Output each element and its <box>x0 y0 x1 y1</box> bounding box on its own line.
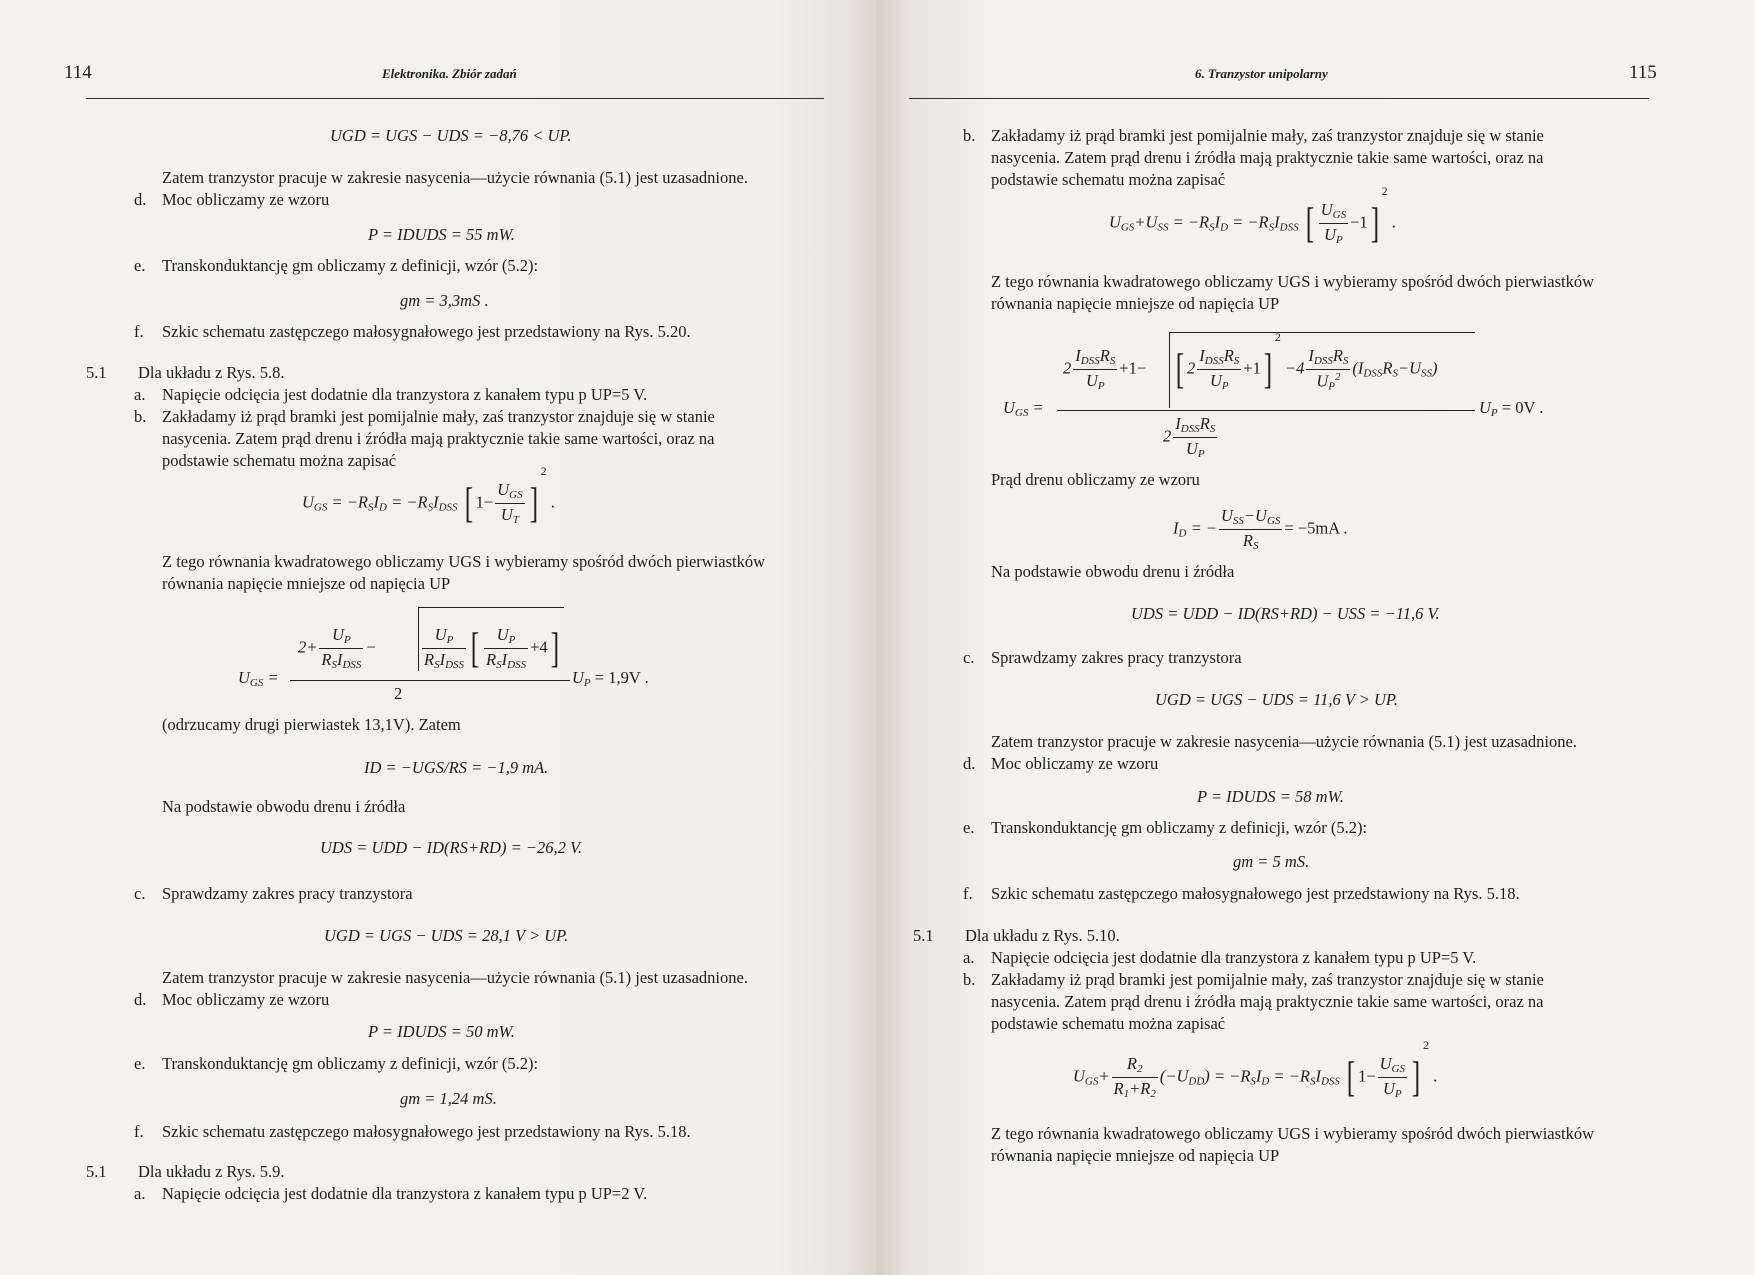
item-label: f. <box>134 322 144 341</box>
page-number: 115 <box>1629 62 1657 83</box>
header-rule <box>909 98 1649 99</box>
equation-gm: gm = 1,24 mS. <box>400 1089 497 1108</box>
equation-gm: gm = 3,3mS . <box>400 291 489 310</box>
equation-uds: UDS = UDD − ID(RS+RD) = −26,2 V. <box>320 838 583 857</box>
equation-uds: UDS = UDD − ID(RS+RD) − USS = −11,6 V. <box>1131 604 1440 623</box>
item-label: e. <box>963 818 975 837</box>
text-line: Prąd drenu obliczamy ze wzoru <box>991 470 1200 489</box>
equation-gm: gm = 5 mS. <box>1233 852 1310 871</box>
text-line: Szkic schematu zastępczego małosygnałowego jest przedstawiony na Rys. 5.18. <box>162 1122 691 1141</box>
item-label: e. <box>134 1054 146 1073</box>
text-line: Szkic schematu zastępczego małosygnałowego jest przedstawiony na Rys. 5.20. <box>162 322 691 341</box>
header-rule <box>86 98 824 99</box>
text-line: podstawie schematu można zapisać <box>991 170 1226 189</box>
text-line: Szkic schematu zastępczego małosygnałowego jest przedstawiony na Rys. 5.18. <box>991 884 1520 903</box>
equation-power: P = IDUDS = 55 mW. <box>368 225 515 244</box>
page-number: 114 <box>64 62 92 83</box>
problem-number: 5.1 <box>86 363 107 382</box>
text-line: Transkonduktancję gm obliczamy z definicji, wzór (5.2): <box>991 818 1368 837</box>
equation-ugd: UGD = UGS − UDS = −8,76 < UP. <box>330 126 572 145</box>
text-line: Napięcie odcięcia jest dodatnie dla tranzystora z kanałem typu p UP=5 V. <box>991 948 1477 967</box>
text-line: Na podstawie obwodu drenu i źródła <box>991 562 1235 581</box>
text-line: Dla układu z Rys. 5.10. <box>965 926 1120 945</box>
text-line: Transkonduktancję gm obliczamy z definicji, wzór (5.2): <box>162 256 539 275</box>
item-label: f. <box>134 1122 144 1141</box>
text-line: Dla układu z Rys. 5.9. <box>138 1162 285 1181</box>
text-line: nasycenia. Zatem prąd drenu i źródła mają praktycznie takie same wartości, oraz na <box>162 429 715 448</box>
problem-number: 5.1 <box>86 1162 107 1181</box>
text-line: podstawie schematu można zapisać <box>991 1014 1226 1033</box>
text-line: podstawie schematu można zapisać <box>162 451 397 470</box>
text-line: Zakładamy iż prąd bramki jest pomijalnie mały, zaś tranzystor znajduje się w stanie <box>991 126 1544 145</box>
text-line: Z tego równania kwadratowego obliczamy UGS i wybieramy spośród dwóch pierwiastków <box>162 552 766 571</box>
equation-power: P = IDUDS = 58 mW. <box>1197 787 1344 806</box>
id-result: = −5mA . <box>1284 518 1348 538</box>
text-line: równania napięcie mniejsze od napięcia UP <box>991 1146 1280 1165</box>
text-line: Zakładamy iż prąd bramki jest pomijalnie mały, zaś tranzystor znajduje się w stanie <box>991 970 1544 989</box>
right-page: 6. Tranzystor unipolarny 115 b. Zakładamy iż prąd bramki jest pomijalnie mały, zaś tranzystor znajduje się w stanie nasycenia. Zatem prąd drenu i źródła mają praktycznie takie same wartości, oraz na podstawie schematu można zapisać $U_{GS}+U_{SS} = -R_SI_D = -R_SI_{DSS}$ [ $U_{GS}$ $U_P$ −1]2 . Z tego równania kwadratowego obliczamy UGS i wybieramy spośród dwóch pierwiastków równania napięcie mniejsze od napięcia UP 2 $I_{DSS}R_S$ $U_P$ +1− [ 2 $I_{DSS}R_S$ $U_P$ +1]2 −4 $I_{DSS}R_S$ $U_P^2$ $(I_{DSS}R_S-U_{SS})$ $U_{GS}$ = 2 $I_{DSS}R_S$ $U_P$ $U_P = 0V$ . Prąd drenu obliczamy ze wzoru $I_D$ = − $U_{SS}-U_{GS}$ $R_S$ = −5mA . Na podstawie obwodu drenu i źródła UDS = UDD − ID(RS+RD) − USS = −11,6 V. c. Sprawdzamy zakres pracy tranzystora UGD = UGS − UDS = 11,6 V > UP. Zatem tranzystor pracuje w zakresie nasycenia—użycie równania (5.1) jest uzasadnione. d. Moc obliczamy ze wzoru P = IDUDS = 58 mW. e. Transkonduktancję gm obliczamy z definicji, wzór (5.2): gm = 5 mS. f. Szkic schematu zastępczego małosygnałowego jest przedstawiony na Rys. 5.18. 5.1 Dla układu z Rys. 5.10. a. Napięcie odcięcia jest dodatnie dla tranzystora z kanałem typu p UP=5 V. b. Zakładamy iż prąd bramki jest pomijalnie mały, zaś tranzystor znajduje się w stanie nasycenia. Zatem prąd drenu i źródła mają praktycznie takie same wartości, oraz na podstawie schematu można zapisać $U_{GS}+$ $\frac{R_2}{R_1+R_2}$ $(-U_{DD}) = -R_SI_D = -R_SI_{DSS}$ [ 1− $U_{GS}$ $U_P$ ]2 . Z tego równania kwadratowego obliczamy UGS i wybieramy spośród dwóch pierwiastków równania napięcie mniejsze od napięcia UP <box>877 0 1755 1275</box>
item-label: d. <box>134 990 147 1009</box>
item-label: b. <box>963 970 976 989</box>
text-line: Dla układu z Rys. 5.8. <box>138 363 285 382</box>
text-line: (odrzucamy drugi pierwiastek 13,1V). Zatem <box>162 715 461 734</box>
equation-ugd: UGD = UGS − UDS = 28,1 V > UP. <box>324 926 569 945</box>
eq-result: = 1,9V . <box>594 668 649 687</box>
text-line: Moc obliczamy ze wzoru <box>162 990 330 1009</box>
text-line: Napięcie odcięcia jest dodatnie dla tranzystora z kanałem typu p UP=5 V. <box>162 385 648 404</box>
running-head: 6. Tranzystor unipolarny <box>1195 66 1328 81</box>
item-label: c. <box>963 648 975 667</box>
item-label: a. <box>963 948 975 967</box>
text-line: nasycenia. Zatem prąd drenu i źródła mają praktycznie takie same wartości, oraz na <box>991 148 1544 167</box>
text-line: Transkonduktancję gm obliczamy z definicji, wzór (5.2): <box>162 1054 539 1073</box>
item-label: a. <box>134 1184 146 1203</box>
text-line: Zatem tranzystor pracuje w zakresie nasycenia—użycie równania (5.1) jest uzasadnione. <box>162 168 748 187</box>
text-line: Na podstawie obwodu drenu i źródła <box>162 797 406 816</box>
eq-result: = 0V . <box>1501 398 1544 417</box>
text-line: Moc obliczamy ze wzoru <box>162 190 330 209</box>
item-label: b. <box>134 407 147 426</box>
item-label: f. <box>963 884 973 903</box>
equation-power: P = IDUDS = 50 mW. <box>368 1022 515 1041</box>
item-label: d. <box>963 754 976 773</box>
item-label: c. <box>134 884 146 903</box>
text-line: Moc obliczamy ze wzoru <box>991 754 1159 773</box>
equation-id: $I_D$ = − $U_{SS}-U_{GS}$ $R_S$ = −5mA . <box>1173 506 1348 553</box>
text-line: Zatem tranzystor pracuje w zakresie nasycenia—użycie równania (5.1) jest uzasadnione. <box>162 968 748 987</box>
problem-number: 5.1 <box>913 926 934 945</box>
equation-ugs-divider: $U_{GS}+$ $\frac{R_2}{R_1+R_2}$ $(-U_{DD}) = -R_SI_D = -R_SI_{DSS}$ [ 1− $U_{GS}$ $U_P$ ]2 . <box>1073 1038 1438 1101</box>
equation-ugd: UGD = UGS − UDS = 11,6 V > UP. <box>1155 690 1398 709</box>
equation-ugs-quadratic: $U_{GS} = -R_SI_D = -R_SI_{DSS}$ [ 1− $U_{GS}$ $U_T$ ]2 . <box>302 464 555 527</box>
item-label: d. <box>134 190 147 209</box>
item-label: e. <box>134 256 146 275</box>
text-line: Sprawdzamy zakres pracy tranzystora <box>991 648 1242 667</box>
equation-id: ID = −UGS/RS = −1,9 mA. <box>364 758 549 777</box>
item-label: a. <box>134 385 146 404</box>
left-page: 114 Elektronika. Zbiór zadań UGD = UGS − UDS = −8,76 < UP. Zatem tranzystor pracuje w zakresie nasycenia—użycie równania (5.1) jest uzasadnione. d. Moc obliczamy ze wzoru P = IDUDS = 55 mW. e. Transkonduktancję gm obliczamy z definicji, wzór (5.2): gm = 3,3mS . f. Szkic schematu zastępczego małosygnałowego jest przedstawiony na Rys. 5.20. 5.1 Dla układu z Rys. 5.8. a. Napięcie odcięcia jest dodatnie dla tranzystora z kanałem typu p UP=5 V. b. Zakładamy iż prąd bramki jest pomijalnie mały, zaś tranzystor znajduje się w stanie nasycenia. Zatem prąd drenu i źródła mają praktycznie takie same wartości, oraz na podstawie schematu można zapisać $U_{GS} = -R_SI_D = -R_SI_{DSS}$ [ 1− $U_{GS}$ $U_T$ ]2 . Z tego równania kwadratowego obliczamy UGS i wybieramy spośród dwóch pierwiastków równania napięcie mniejsze od napięcia UP 2+ $U_P$ $R_SI_{DSS}$ − $U_P$ $R_SI_{DSS}$ [ $U_P$ $R_SI_{DSS}$ +4] $U_{GS}$ = 2 $U_P = 1,9V$ . (odrzucamy drugi pierwiastek 13,1V). Zatem ID = −UGS/RS = −1,9 mA. Na podstawie obwodu drenu i źródła UDS = UDD − ID(RS+RD) = −26,2 V. c. Sprawdzamy zakres pracy tranzystora UGD = UGS − UDS = 28,1 V > UP. Zatem tranzystor pracuje w zakresie nasycenia—użycie równania (5.1) jest uzasadnione. d. Moc obliczamy ze wzoru P = IDUDS = 50 mW. e. Transkonduktancję gm obliczamy z definicji, wzór (5.2): gm = 1,24 mS. f. Szkic schematu zastępczego małosygnałowego jest przedstawiony na Rys. 5.18. 5.1 Dla układu z Rys. 5.9. a. Napięcie odcięcia jest dodatnie dla tranzystora z kanałem typu p UP=2 V. <box>0 0 877 1275</box>
text-line: Z tego równania kwadratowego obliczamy UGS i wybieramy spośród dwóch pierwiastków <box>991 1124 1595 1143</box>
item-label: b. <box>963 126 976 145</box>
text-line: nasycenia. Zatem prąd drenu i źródła mają praktycznie takie same wartości, oraz na <box>991 992 1544 1011</box>
equation-ugs-quadratic: $U_{GS}+U_{SS} = -R_SI_D = -R_SI_{DSS}$ [ $U_{GS}$ $U_P$ −1]2 . <box>1109 184 1396 247</box>
text-line: Z tego równania kwadratowego obliczamy UGS i wybieramy spośród dwóch pierwiastków <box>991 272 1595 291</box>
text-line: Zatem tranzystor pracuje w zakresie nasycenia—użycie równania (5.1) jest uzasadnione. <box>991 732 1577 751</box>
text-line: Napięcie odcięcia jest dodatnie dla tranzystora z kanałem typu p UP=2 V. <box>162 1184 648 1203</box>
text-line: Sprawdzamy zakres pracy tranzystora <box>162 884 413 903</box>
text-line: równania napięcie mniejsze od napięcia UP <box>991 294 1280 313</box>
text-line: Zakładamy iż prąd bramki jest pomijalnie mały, zaś tranzystor znajduje się w stanie <box>162 407 715 426</box>
text-line: równania napięcie mniejsze od napięcia UP <box>162 574 451 593</box>
running-head: Elektronika. Zbiór zadań <box>382 66 517 81</box>
